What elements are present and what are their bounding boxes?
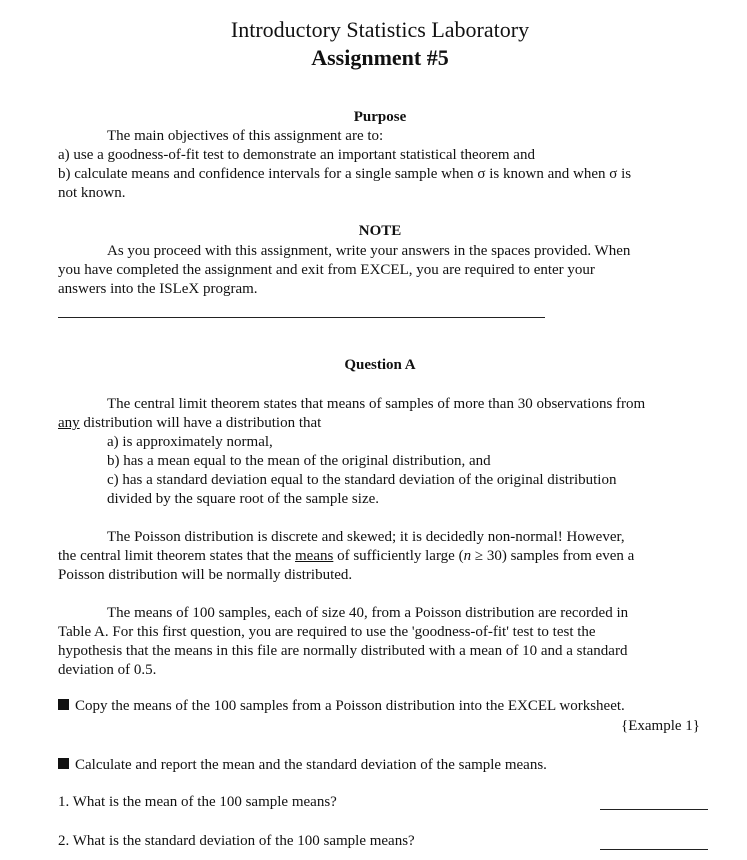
means-line: hypothesis that the means in this file are normally distributed with a mean of 10 and a standard: [58, 643, 628, 659]
emphasis-any: any: [58, 415, 80, 431]
clt-property: c) has a standard deviation equal to the standard deviation of the original distribution: [107, 472, 617, 488]
note-heading: NOTE: [358, 223, 402, 239]
note-line: As you proceed with this assignment, write your answers in the spaces provided. When: [107, 243, 631, 259]
purpose-item: a) use a goodness-of-fit test to demonstrate an important statistical theorem and: [58, 147, 535, 163]
bullet-square-icon: [58, 758, 69, 769]
note-body: [58, 242, 708, 299]
clt-property: a) is approximately normal,: [107, 434, 273, 450]
poisson-text: the central limit theorem states that the: [58, 548, 296, 564]
question-2: 2. What is the standard deviation of the 100 sample means?: [58, 833, 415, 849]
clt-property: b) has a mean equal to the mean of the original distribution, and: [107, 453, 491, 469]
task-text: Calculate and report the mean and the standard deviation of the sample means.: [75, 757, 547, 773]
purpose-body: [58, 127, 708, 203]
clt-line: [58, 414, 708, 433]
assignment-number: Assignment #5: [311, 45, 449, 70]
note-line: you have completed the assignment and exit from EXCEL, you are required to enter your: [58, 262, 595, 278]
purpose-item: not known.: [58, 185, 126, 201]
example-reference: {Example 1}: [621, 718, 700, 734]
poisson-line: The Poisson distribution is discrete and skewed; it is decidedly non-normal! However,: [107, 529, 625, 545]
emphasis-means: means: [295, 548, 334, 564]
poisson-text: ≥ 30) samples from even a: [471, 548, 635, 564]
poisson-paragraph: [58, 528, 708, 585]
clt-properties-list: [107, 433, 707, 509]
answer-blank-1[interactable]: [600, 809, 708, 810]
means-line: deviation of 0.5.: [58, 662, 157, 678]
document-title: Introductory Statistics Laboratory: [230, 17, 530, 42]
clt-paragraph: [58, 395, 708, 433]
means-paragraph: [58, 604, 708, 680]
clt-line-rest: distribution will have a distribution that: [79, 415, 322, 431]
clt-property: divided by the square root of the sample size.: [107, 491, 380, 507]
task-copy-means: [58, 697, 625, 716]
task-calculate: [58, 756, 547, 775]
clt-line: The central limit theorem states that means of samples of more than 30 observations from: [107, 396, 646, 412]
answer-blank-2[interactable]: [600, 849, 708, 850]
poisson-line: Poisson distribution will be normally distributed.: [58, 567, 353, 583]
purpose-intro: The main objectives of this assignment are to:: [107, 128, 384, 144]
purpose-heading: Purpose: [353, 109, 407, 125]
note-line: answers into the ISLeX program.: [58, 281, 258, 297]
question-a-heading: Question A: [344, 357, 416, 373]
means-line: Table A. For this first question, you are required to use the 'goodness-of-fit' test to test the: [58, 624, 596, 640]
section-divider: [58, 317, 545, 318]
question-1: 1. What is the mean of the 100 sample means?: [58, 794, 337, 810]
task-text: Copy the means of the 100 samples from a Poisson distribution into the EXCEL worksheet.: [75, 698, 625, 714]
poisson-text: of sufficiently large (: [333, 548, 464, 564]
poisson-line: [58, 547, 708, 566]
means-line: The means of 100 samples, each of size 40, from a Poisson distribution are recorded in: [107, 605, 629, 621]
bullet-square-icon: [58, 699, 69, 710]
purpose-item: b) calculate means and confidence intervals for a single sample when σ is known and when σ is: [58, 166, 632, 182]
variable-n: n: [463, 548, 472, 564]
